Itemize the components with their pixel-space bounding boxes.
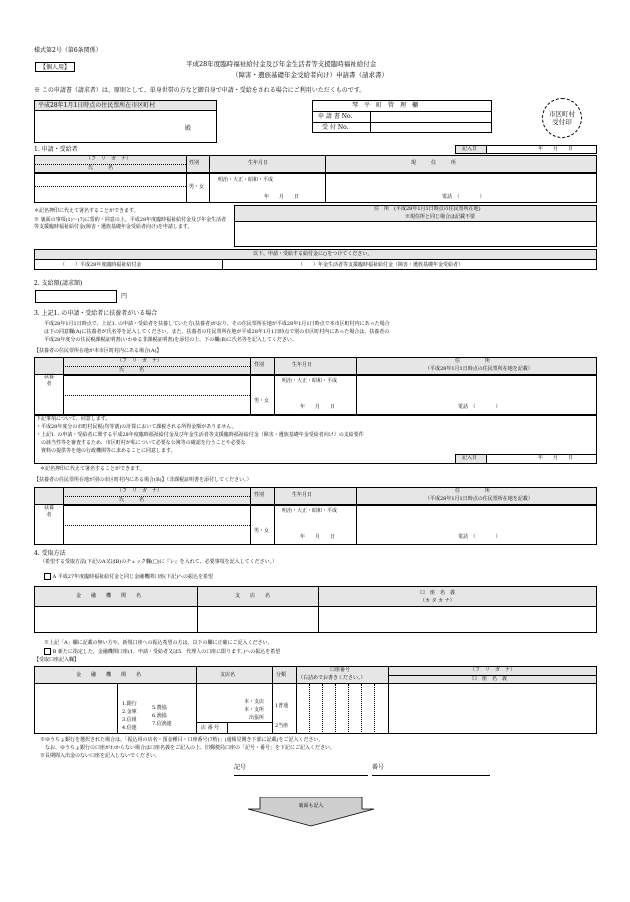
supporter-a-sex-value[interactable]: 男・女	[254, 398, 270, 404]
bank-type-4[interactable]: 4.信連	[122, 725, 137, 731]
consent-line-2: ・平成28年度分の市町村民税(均等割)の計算において課税される所得金額がありません。	[36, 424, 237, 430]
section4-title: 4. 受取方法	[34, 550, 66, 557]
supporter-a-addr-sub: （平成28年1月1日時点の住民票所在地を記載）	[425, 366, 533, 372]
kind-option-2[interactable]: 2当座	[275, 723, 289, 729]
supporter-a-addr-header: 住 所	[455, 358, 491, 364]
benefit-option-1[interactable]: （ ）平成28年度臨時福祉給付金	[60, 262, 142, 268]
account-no-sub: （右詰めでお書きください。）	[298, 675, 366, 681]
bank-type-1[interactable]: 1.銀行	[122, 701, 137, 707]
supporter-a-era[interactable]: 明治・大正・昭和・平成	[282, 378, 338, 384]
usage-notice: ※ この申請書（請求者）は、原則として、単身世帯の方など御自身で申請・受給をされる場合にご利用いただくものです。	[34, 87, 366, 94]
prev-holder-header: 口 座 名 義	[420, 590, 456, 596]
section2-title: 2. 支給額(請求額)	[34, 280, 83, 287]
amount-input[interactable]	[35, 290, 117, 303]
supporter-b-sex-header: 性別	[254, 492, 265, 498]
supporter-b-addr-header: 住 所	[455, 488, 491, 494]
furigana-header: （フ リ ガ ナ）	[86, 156, 132, 162]
honorific: 殿	[185, 125, 192, 132]
bank-type-6[interactable]: 6.漁協	[152, 713, 167, 719]
section1-title: 1. 申請・受給者	[34, 146, 78, 153]
branch-type-3[interactable]: 出張所	[249, 715, 265, 721]
form-number: 様式第2号（第6条関係）	[34, 47, 102, 54]
form-title: 平成28年度臨時福祉給付金及び年金生活者等支援臨時福祉給付金	[186, 60, 377, 68]
supporter-b-title: 【扶養者の住民票所在地が別の市区町村内にある場合(B)】（非課税証明書を添付してください。）	[34, 477, 252, 483]
supporter-b-era[interactable]: 明治・大正・昭和・平成	[282, 508, 338, 514]
account-entry-title: 【受取口座記入欄】	[34, 657, 80, 663]
consent-date-label: 記入日	[462, 455, 478, 461]
consent-date-value: 年 月 日	[538, 455, 574, 461]
kind-option-1[interactable]: 1普通	[275, 703, 289, 709]
benefit-select-note: 以下、申請・受給する給付金に○をつけてください。	[253, 251, 373, 257]
bank-header: 金 融 機 関 名	[76, 672, 142, 678]
birthdate-header: 生年月日	[248, 160, 269, 166]
branch-header: 支店名	[220, 672, 236, 678]
supporter-side-label-b: 扶養者	[43, 505, 54, 518]
kind-header: 分類	[276, 672, 287, 678]
sex-header: 性別	[189, 160, 200, 166]
continue-arrow-icon	[246, 797, 376, 827]
application-number-label: 申 請 書 No.	[318, 113, 353, 120]
benefit-option-2[interactable]: （ ）年金生活者等支援臨時福祉給付金（障害・遺族基礎年金受給者）	[298, 262, 464, 268]
consent-line-1: 下記事項について、同意します。	[36, 416, 111, 422]
birthdate-ymd[interactable]: 年 月 日	[264, 194, 300, 200]
entry-date-value: 年 月 日	[538, 146, 574, 152]
name-header: 氏 名	[88, 165, 114, 171]
section3-para-1: 平成28年1月1日時点で、上記1. の申請・受給者を扶養していた方(扶養者)がおり、その住民票所在地が平成28年1月1日時点で本市区町村内にあった場合	[44, 321, 390, 327]
yucho-number-label: 番号	[372, 764, 385, 771]
personal-badge: 【個人用】	[35, 62, 75, 72]
bank-type-5[interactable]: 5.農協	[152, 705, 167, 711]
sign-note: ＊記名押印に代えて署名することができます。	[34, 208, 139, 214]
yucho-note-1: ※ゆうちょ銀行を選択された場合は、「振込用の店名・預金種目・口座番号(7桁)」(通帳見開き下部に記載)をご記入ください。	[40, 737, 324, 743]
section4-subtitle: （希望する受取方法(下記のA又はB)のチェック欄(□)に『レ』を入れて、必要事項を記入してください。）	[40, 559, 278, 565]
receipt-number-label: 受 付 No.	[322, 124, 349, 131]
form-subtitle: （障害・遺族基礎年金受給者向け）申請書（請求書）	[232, 71, 388, 79]
account-no-header: 口座番号	[330, 667, 351, 673]
agree-note: ※ 裏面の事項(1)～(7)に誓約・同意の上、平成28年度臨時福祉給付金及び年金生活者等支援臨時福祉給付金(障害・遺族基礎年金受給者向け)を申請します。	[34, 217, 227, 230]
branch-type-2[interactable]: 本・支所	[244, 707, 265, 713]
section3-para-2: は下の同意欄(A)に扶養者が氏名等を記入してください。また、扶養者の住民票所在地が平成28年1月1日時点で別の市区町村内にあった場合は、扶養者の	[44, 329, 390, 335]
supporter-b-furigana: （フ リ ガ ナ）	[117, 488, 163, 494]
reception-stamp: 市区町村受付印	[542, 98, 582, 138]
bank-type-7[interactable]: 7.信漁連	[152, 721, 172, 727]
prev-holder-kana: （カ タ カ ナ）	[420, 598, 455, 604]
prev-bank-header: 金 融 機 関 名	[76, 593, 142, 599]
supporter-b-ymd[interactable]: 年 月 日	[300, 534, 336, 540]
option-b-checkbox[interactable]	[44, 648, 51, 655]
sex-value[interactable]: 男・女	[189, 184, 205, 190]
bank-type-2[interactable]: 2.金庫	[122, 709, 137, 715]
section3-para-3: 平成28年度分の住民税課税証明書(いわゆる非課税証明書)を添付の上、下の欄(B)に氏名等を記入してください。	[44, 337, 297, 343]
bank-type-3[interactable]: 3.信組	[122, 717, 137, 723]
supporter-b-name: 氏 名	[119, 497, 145, 503]
supporter-a-phone[interactable]: 電話 （ ）	[458, 404, 501, 410]
yucho-note-2: なお、ゆうちょ銀行の口座がわからない場合は口座名義をご記入の上、旧郵便局口座の「記号・番号」を下記にご記入ください。	[40, 745, 336, 751]
supporter-b-sex-value[interactable]: 男・女	[254, 528, 270, 534]
consent-line-4: の該当性等を審査するため、市区町村が私について必要な公簿等の確認を行うことや必要な	[36, 440, 246, 446]
yucho-symbol-label: 記号	[234, 764, 247, 771]
phone-field[interactable]: 電話 （ ）	[442, 194, 485, 200]
current-address-header: 現 住 所	[411, 160, 457, 166]
section3-title: 3. 上記1. の申請・受給者に扶養者がいる場合	[34, 310, 158, 317]
registered-address-label: 住 所 (平成28年1月1日時点の住民票所在地)	[374, 206, 481, 212]
office-title: 琴 平 町 管 理 欄	[352, 102, 419, 109]
supporter-a-sex-header: 性別	[254, 362, 265, 368]
supporter-a-furigana: （フ リ ガ ナ）	[117, 358, 163, 364]
holder-name-header: 口 座 名 義	[472, 676, 508, 682]
supporter-a-title: 【扶養者の住民票所在地が本市区町村内にある場合(A)】	[34, 348, 162, 354]
supporter-sign-note: ＊記名押印に代えて署名することができます。	[40, 466, 145, 472]
supporter-a-name: 氏 名	[119, 367, 145, 373]
entry-date-label: 記入日	[462, 146, 478, 152]
option-b[interactable]: B 新たに指定した、金融機関口座(1．申請・受給者又は5．代理人の口座に限ります。)への振込を希望	[44, 648, 280, 656]
supporter-a-birth-header: 生年月日	[292, 362, 313, 368]
supporter-b-birth-header: 生年月日	[292, 492, 313, 498]
back-side-label: 裏面も記入	[298, 803, 324, 809]
branch-number-label: 店 番 号	[201, 725, 220, 731]
prev-branch-header: 支 店 名	[235, 593, 271, 599]
amount-unit: 円	[121, 293, 128, 300]
holder-furigana-header: （フ リ ガ ナ）	[470, 667, 516, 673]
supporter-b-addr-sub: （平成28年1月1日時点の住民票所在地を記載）	[425, 496, 533, 502]
registered-address-note: ※現住所と同じ場合は記載不要	[405, 214, 476, 220]
yucho-note-3: ※長期間入出金のない口座を記入しないでください。	[40, 753, 161, 759]
municipality-label: 平成28年1月1日時点の住民票所在市区町村	[38, 102, 156, 109]
option-a-checkbox[interactable]	[44, 573, 51, 580]
consent-line-3: ・上記1. の申請・受給者に関する平成28年度臨時福祉給付金及び年金生活者等支援臨時福祉給付金（障害・遺族基礎年金受給者向け）の支給要件	[36, 432, 364, 438]
new-account-note: ※上記「A」欄に記載の無い方や、新規口座への振込希望の方は、以下の欄に正確にご記入ください。	[44, 640, 273, 646]
supporter-side-label-a: 扶養者	[43, 374, 54, 387]
option-a[interactable]: A 平成27年度臨時福祉給付金と同じ金融機関口座(下記)への振込を希望	[44, 573, 213, 581]
consent-line-5: 資料の提供等を他の行政機関等に求めることに同意します。	[36, 448, 176, 454]
supporter-a-ymd[interactable]: 年 月 日	[300, 404, 336, 410]
supporter-b-phone[interactable]: 電話 （ ）	[458, 534, 501, 540]
era-options[interactable]: 明治・大正・昭和・平成	[218, 177, 274, 183]
branch-type-1[interactable]: 本・支店	[244, 699, 265, 705]
